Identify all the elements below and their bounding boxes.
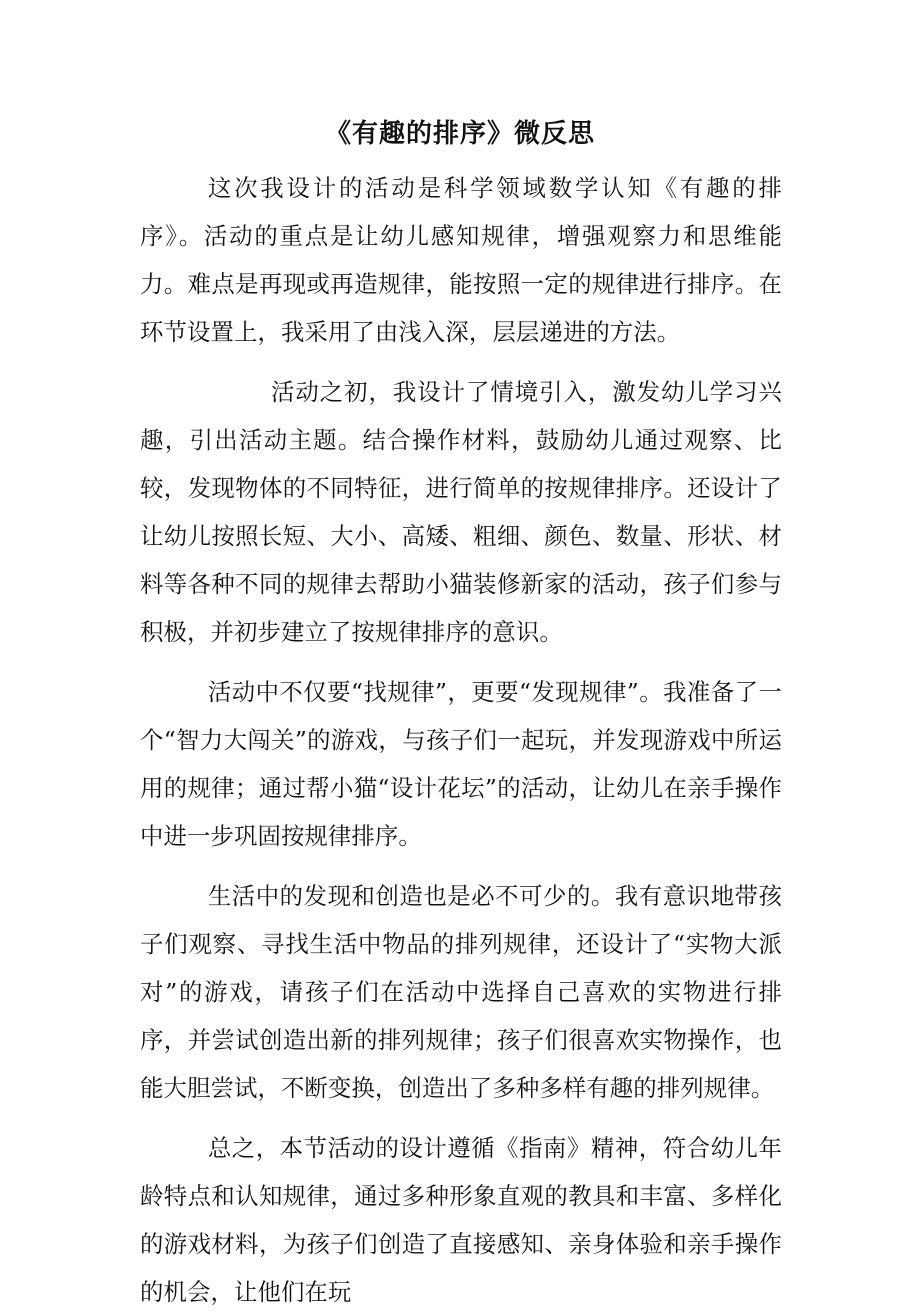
- document-body: [140, 164, 782, 1316]
- paragraph-activity-start: 活动之初，我设计了情境引入，激发幼儿学习兴趣，引出活动主题。结合操作材料，鼓励幼儿通过观察、比较，发现物体的不同特征，进行简单的按规律排序。还设计了让幼儿按照长短、大小、高矮、粗细、颜色、数量、形状、材料等各种不同的规律去帮助小猫装修新家的活动，孩子们参与积极，并初步建立了按规律排序的意识。: [140, 378, 782, 646]
- document-title: 《有趣的排序》微反思: [324, 119, 595, 149]
- paragraph-intro: 这次我设计的活动是科学领域数学认知《有趣的排序》。活动的重点是让幼儿感知规律，增强观察力和思维能力。难点是再现或再造规律，能按照一定的规律进行排序。在环节设置上，我采用了由浅入深，层层递进的方法。: [140, 174, 782, 346]
- paragraph-summary: 总之，本节活动的设计遵循《指南》精神，符合幼儿年龄特点和认知规律，通过多种形象直观的教具和丰富、多样化的游戏材料，为孩子们创造了直接感知、亲身体验和亲手操作的机会，让他们在玩: [140, 1134, 782, 1306]
- paragraph-find-rules: 活动中不仅要“找规律”，更要“发现规律”。我准备了一个“智力大闯关”的游戏，与孩子们一起玩，并发现游戏中所运用的规律；通过帮小猫“设计花坛”的活动，让幼儿在亲手操作中进一步巩固按规律排序。: [140, 678, 782, 850]
- paragraph-life-discovery: 生活中的发现和创造也是必不可少的。我有意识地带孩子们观察、寻找生活中物品的排列规律，还设计了“实物大派对”的游戏，请孩子们在活动中选择自己喜欢的实物进行排序，并尝试创造出新的排列规律；孩子们很喜欢实物操作，也能大胆尝试，不断变换，创造出了多种多样有趣的排列规律。: [140, 882, 782, 1102]
